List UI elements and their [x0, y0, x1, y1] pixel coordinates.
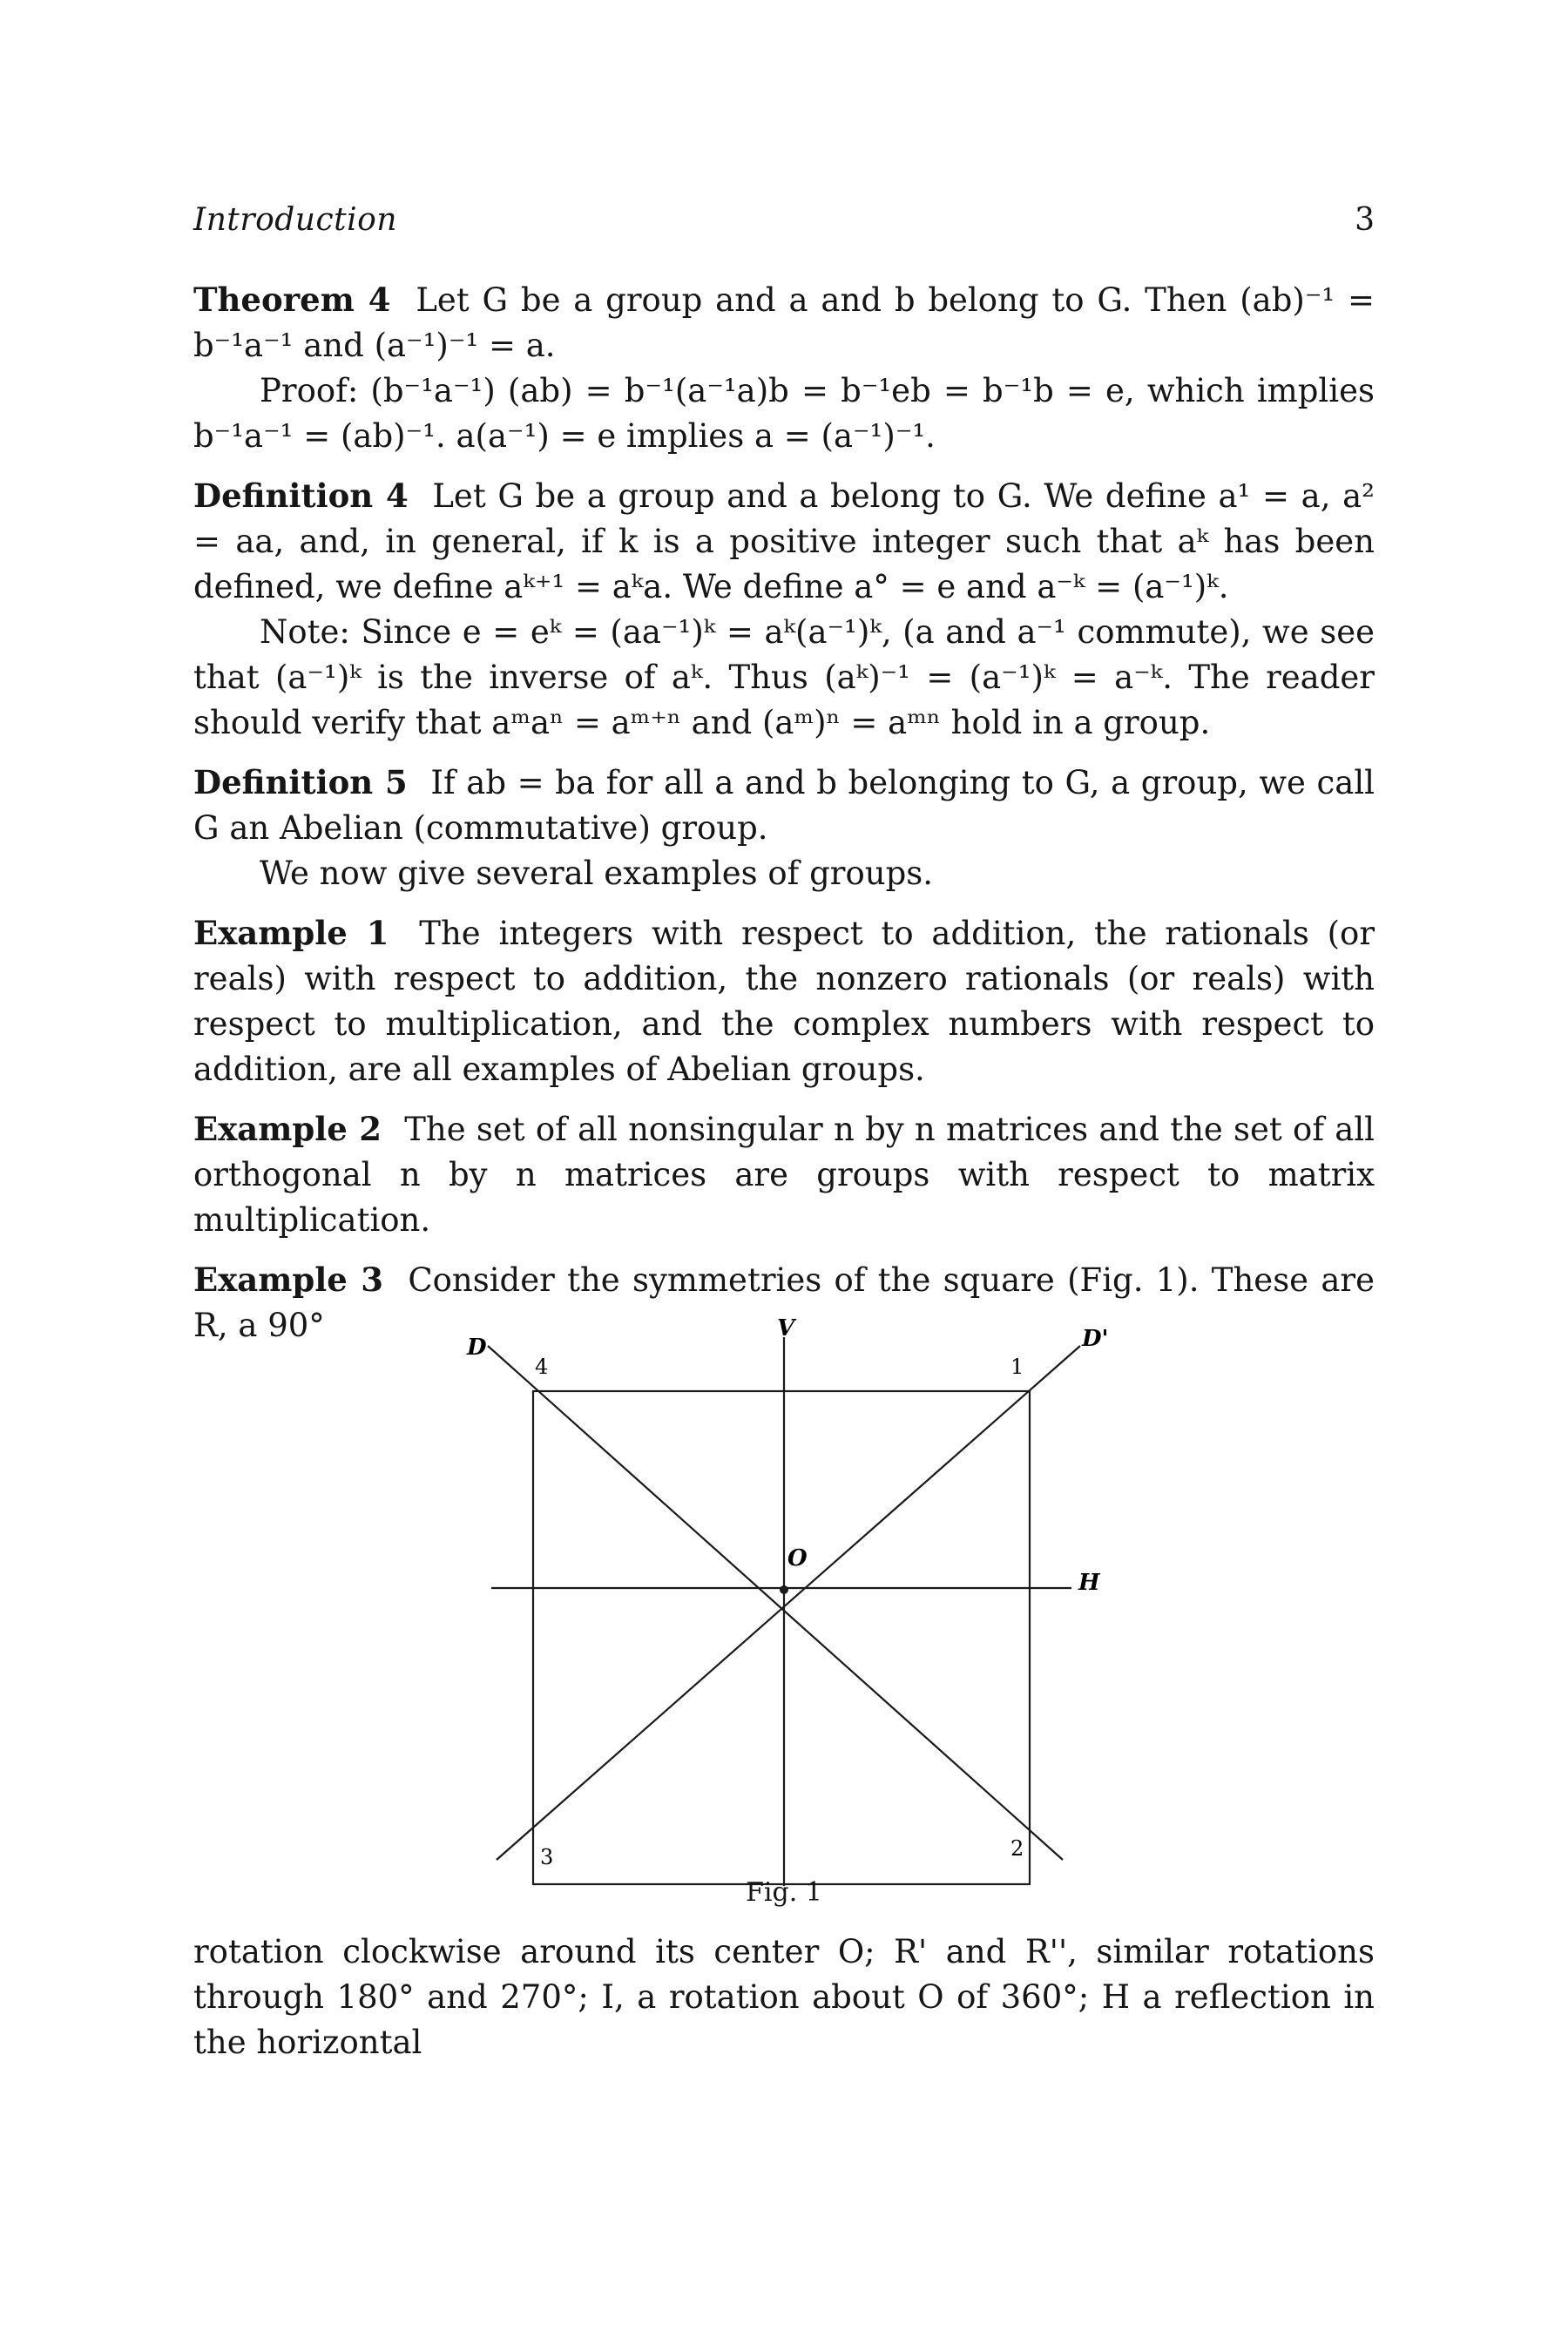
- definition-5-label: Definition 5: [193, 763, 408, 801]
- center-point: [780, 1585, 788, 1594]
- diagonal-d-prime: [497, 1346, 1080, 1860]
- continuation-text: [193, 1930, 1375, 2065]
- page-number: 3: [1355, 202, 1375, 238]
- vertex-1: 1: [1010, 1355, 1024, 1379]
- label-o: O: [787, 1545, 808, 1571]
- example-3-label: Example 3: [193, 1260, 384, 1299]
- example-1-label: Example 1: [193, 914, 389, 952]
- vertex-4: 4: [535, 1355, 549, 1379]
- definition-4-statement: Let G be a group and a belong to G. We define a¹ = a, a² = aa, and, in general, if k is a positive integer such that aᵏ has been defined, we define aᵏ⁺¹ = aᵏa. We define a° = e and a⁻ᵏ = (a⁻¹)ᵏ.: [193, 477, 1375, 605]
- definition-4: [193, 473, 1375, 746]
- vertex-2: 2: [1010, 1836, 1024, 1861]
- figure-caption: Fig. 1: [746, 1877, 822, 1908]
- definition-4-note: Note: Since e = eᵏ = (aa⁻¹)ᵏ = aᵏ(a⁻¹)ᵏ, (a and a⁻¹ commute), we see that (a⁻¹)ᵏ is the inverse of aᵏ. Thus (aᵏ)⁻¹ = (a⁻¹)ᵏ = a⁻ᵏ. The reader should verify that aᵐaⁿ = aᵐ⁺ⁿ and (aᵐ)ⁿ = aᵐⁿ hold in a group.: [193, 613, 1375, 741]
- diagonal-d: [488, 1346, 1063, 1860]
- label-d-prime: D': [1082, 1326, 1109, 1352]
- example-1-text: The integers with respect to addition, the rationals (or reals) with respect to addition, the nonzero rationals (or reals) with respect to multiplication, and the complex numbers with respect to addition, are all examples of Abelian groups.: [193, 915, 1375, 1088]
- main-text: [193, 277, 1375, 1362]
- example-1: [193, 910, 1375, 1092]
- running-head: Introduction: [193, 202, 397, 238]
- definition-5-statement: If ab = ba for all a and b belonging to G, a group, we call G an Abelian (commutative) group.: [193, 764, 1375, 847]
- example-2: [193, 1106, 1375, 1243]
- theorem-4-proof: Proof: (b⁻¹a⁻¹) (ab) = b⁻¹(a⁻¹a)b = b⁻¹eb = b⁻¹b = e, which implies b⁻¹a⁻¹ = (ab)⁻¹. a(a⁻¹) = e implies a = (a⁻¹)⁻¹.: [193, 372, 1375, 455]
- figure-1-square-symmetries: [453, 1294, 1115, 1886]
- theorem-4: [193, 277, 1375, 459]
- label-d: D: [467, 1335, 487, 1361]
- label-v: V: [777, 1315, 795, 1342]
- example-2-label: Example 2: [193, 1110, 382, 1148]
- definition-4-label: Definition 4: [193, 476, 409, 515]
- theorem-4-statement: Let G be a group and a and b belong to G. Then (ab)⁻¹ = b⁻¹a⁻¹ and (a⁻¹)⁻¹ = a.: [193, 281, 1375, 364]
- theorem-4-label: Theorem 4: [193, 280, 391, 319]
- example-3-text: Consider the symmetries of the square (Fig. 1). These are R, a 90°: [193, 1261, 1375, 1344]
- square: [533, 1391, 1030, 1884]
- continuation-paragraph: rotation clockwise around its center O; R' and R'', similar rotations through 180° and 270°; I, a rotation about O of 360°; H a reflection in the horizontal: [193, 1933, 1375, 2061]
- example-2-text: The set of all nonsingular n by n matrices and the set of all orthogonal n by n matrices are groups with respect to matrix multiplication.: [193, 1111, 1375, 1239]
- definition-5-followup: We now give several examples of groups.: [260, 855, 934, 892]
- label-h: H: [1078, 1570, 1100, 1596]
- vertex-3: 3: [540, 1845, 554, 1869]
- definition-5: [193, 760, 1375, 896]
